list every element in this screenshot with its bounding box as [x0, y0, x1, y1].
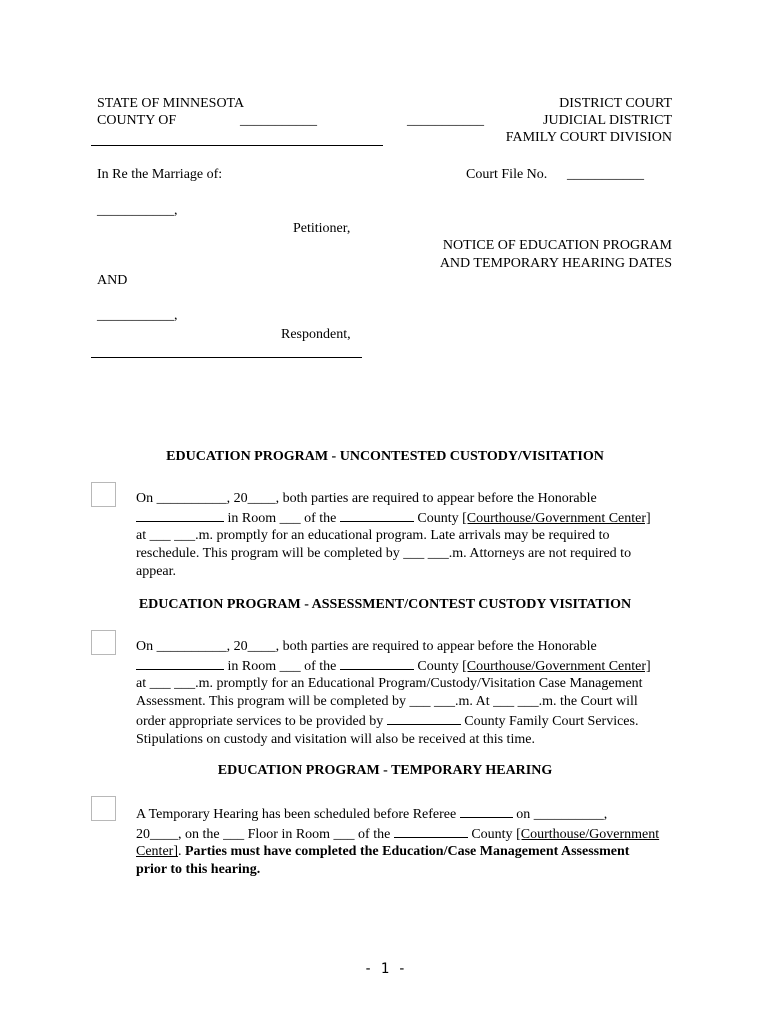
division-label: FAMILY COURT DIVISION	[505, 130, 672, 145]
section-heading-uncontested: EDUCATION PROGRAM - UNCONTESTED CUSTODY/VISITATION	[166, 449, 604, 464]
text-run: County	[467, 826, 517, 842]
fill-in-blank[interactable]	[394, 824, 468, 838]
section-heading-assessment: EDUCATION PROGRAM - ASSESSMENT/CONTEST CUSTODY VISITATION	[138, 597, 632, 612]
petitioner-name-blank[interactable]: ___________,	[97, 203, 178, 218]
fill-in-blank[interactable]	[387, 711, 461, 725]
venue-option: [Courthouse/Government	[516, 826, 660, 842]
in-re-label: In Re the Marriage of:	[97, 167, 223, 182]
fill-in-blank[interactable]	[340, 508, 414, 522]
text-run: at ___ ___.m. promptly for an educational program. Late arrivals may be required to	[136, 528, 610, 544]
text-run: in Room ___ of the	[224, 658, 340, 674]
text-run: County	[413, 510, 463, 526]
paragraph-line	[136, 804, 659, 824]
text-run: on __________,	[512, 807, 608, 822]
petitioner-label: Petitioner,	[293, 221, 351, 236]
county-label: COUNTY OF	[97, 113, 177, 128]
paragraph-line	[136, 638, 651, 656]
court-file-label: Court File No.	[466, 167, 548, 182]
text-run: at ___ ___.m. promptly for an Educational Program/Custody/Visitation Case Management	[136, 676, 643, 692]
text-run: .	[177, 844, 185, 860]
paragraph-line	[136, 675, 651, 693]
caption-divider-top	[91, 145, 383, 146]
text-run: County Family Court Services.	[460, 713, 639, 729]
assessment-checkbox[interactable]	[91, 630, 116, 655]
text-run: in Room ___ of the	[224, 510, 340, 526]
doc-title-line-2: AND TEMPORARY HEARING DATES	[439, 256, 672, 271]
fill-in-blank[interactable]	[136, 508, 224, 522]
paragraph-line	[136, 563, 651, 581]
paragraph-line	[136, 861, 659, 879]
court-label: DISTRICT COURT	[559, 96, 672, 111]
paragraph-line	[136, 656, 651, 676]
fill-in-blank[interactable]	[340, 656, 414, 670]
text-run: County	[413, 658, 463, 674]
district-blank[interactable]: ___________	[407, 113, 484, 128]
paragraph-line	[136, 824, 659, 844]
text-run: A Temporary Hearing has been scheduled before Referee	[136, 807, 460, 822]
text-run: On __________, 20____, both parties are required to appear before the Honorable	[136, 639, 597, 654]
doc-title-line-1: NOTICE OF EDUCATION PROGRAM	[442, 238, 672, 253]
text-run: Assessment. This program will be completed by ___ ___.m. At ___ ___.m. the Court will	[136, 694, 638, 710]
respondent-name-blank[interactable]: ___________,	[97, 308, 178, 323]
paragraph-line	[136, 843, 659, 861]
section-body-uncontested	[136, 490, 651, 581]
venue-option: [Courthouse/Government Center]	[462, 658, 651, 674]
paragraph-line	[136, 731, 651, 749]
text-run: Parties must have completed the Education/Case Management Assessment	[184, 844, 630, 860]
paragraph-line	[136, 508, 651, 528]
text-run: Stipulations on custody and visitation will also be received at this time.	[136, 731, 535, 747]
venue-option: Center]	[136, 844, 178, 860]
text-run: reschedule. This program will be completed by ___ ___.m. Attorneys are not required to	[136, 546, 632, 562]
text-run: appear.	[136, 563, 177, 579]
section-body-temporary-hearing	[136, 804, 659, 879]
fill-in-blank[interactable]	[136, 656, 224, 670]
paragraph-line	[136, 693, 651, 711]
paragraph-line	[136, 527, 651, 545]
paragraph-line	[136, 711, 651, 731]
section-body-assessment	[136, 638, 651, 748]
paragraph-line	[136, 490, 651, 508]
caption-divider-bottom	[91, 357, 362, 358]
text-run: prior to this hearing.	[136, 862, 261, 878]
respondent-label: Respondent,	[281, 327, 351, 342]
venue-option: [Courthouse/Government Center]	[462, 510, 651, 526]
text-run: order appropriate services to be provided by	[136, 713, 387, 729]
and-label: AND	[97, 273, 128, 288]
page-number: - 1 -	[363, 961, 407, 977]
uncontested-checkbox[interactable]	[91, 482, 116, 507]
fill-in-blank[interactable]	[460, 804, 513, 818]
state-label: STATE OF MINNESOTA	[97, 96, 245, 111]
county-blank[interactable]: ___________	[240, 113, 317, 128]
judicial-district-label: JUDICIAL DISTRICT	[543, 113, 672, 128]
temporary-hearing-checkbox[interactable]	[91, 796, 116, 821]
court-file-blank[interactable]: ___________	[567, 167, 644, 182]
text-run: 20____, on the ___ Floor in Room ___ of the	[136, 826, 394, 842]
paragraph-line	[136, 545, 651, 563]
section-heading-temporary-hearing: EDUCATION PROGRAM - TEMPORARY HEARING	[217, 763, 553, 778]
text-run: On __________, 20____, both parties are required to appear before the Honorable	[136, 491, 597, 506]
